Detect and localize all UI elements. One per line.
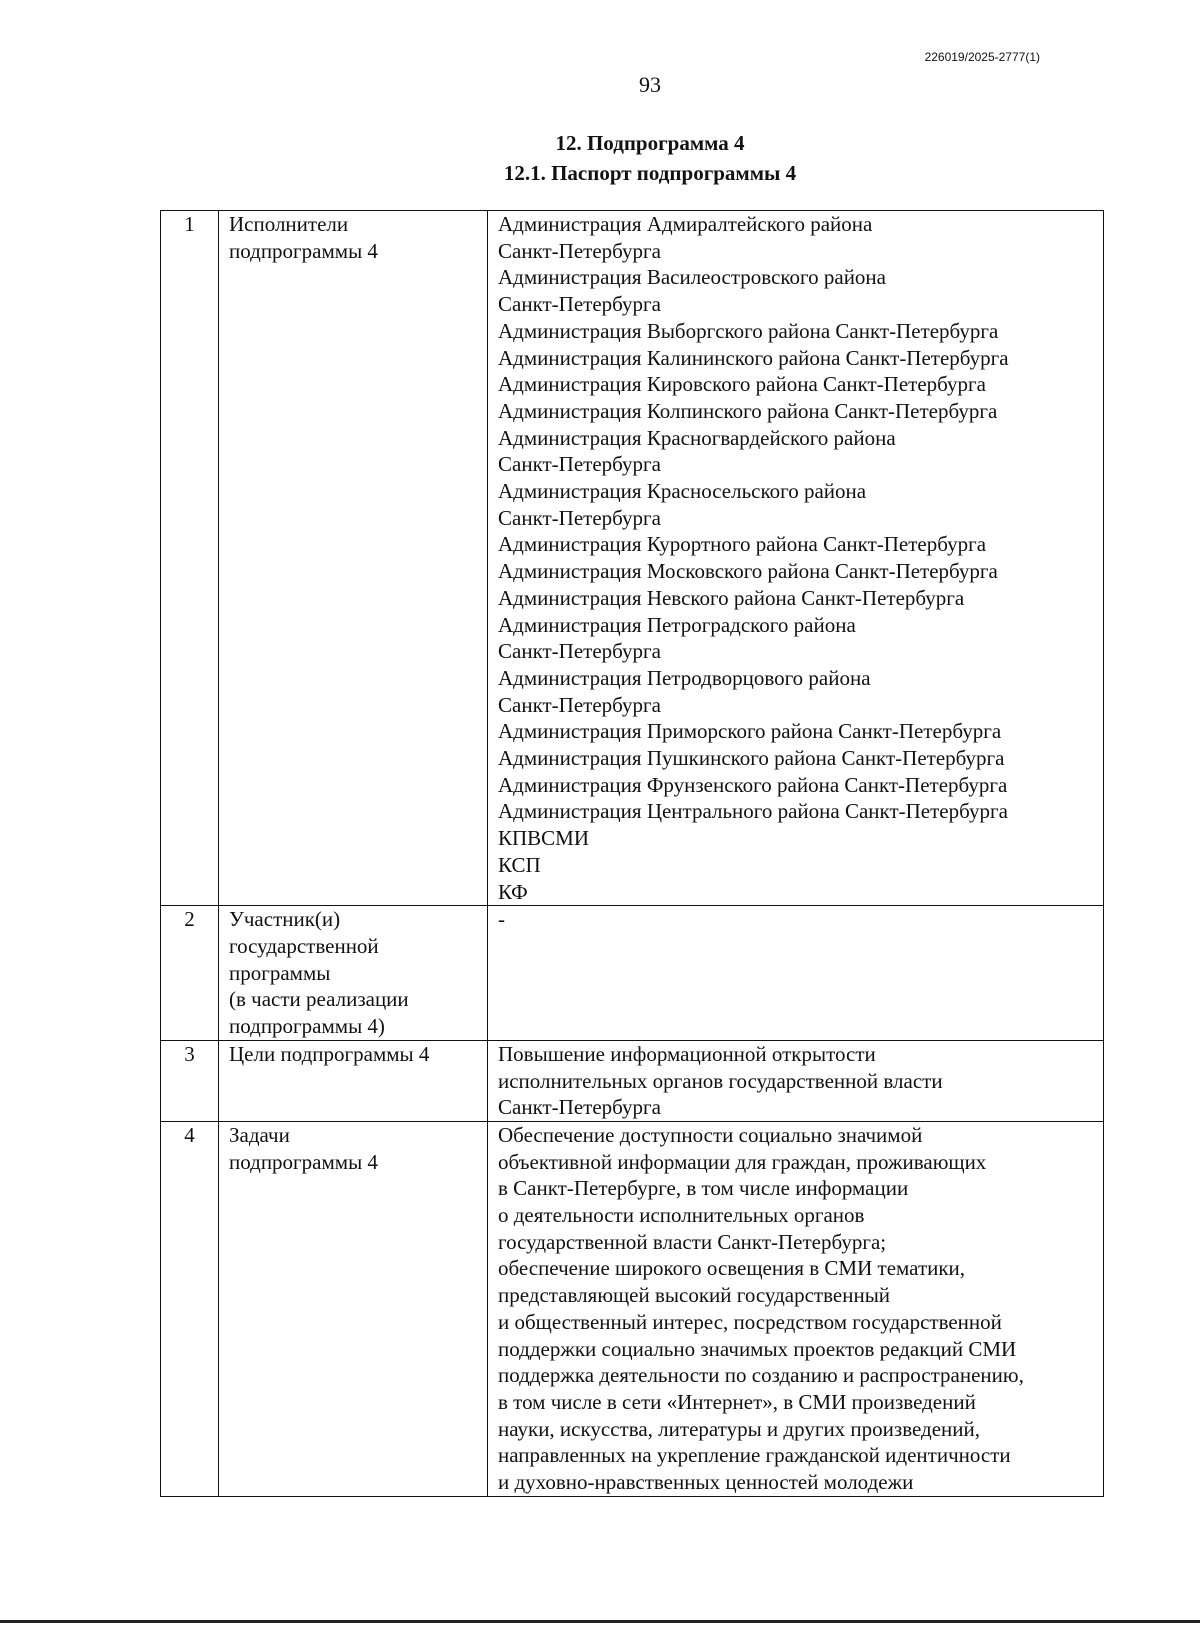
row-value-line: исполнительных органов государственной власти — [498, 1068, 943, 1093]
row-label-line: подпрограммы 4 — [229, 1149, 378, 1174]
row-value-line: Администрация Петродворцового района — [498, 665, 871, 690]
row-label — [219, 1040, 488, 1121]
row-value-line: в Санкт-Петербурге, в том числе информации — [498, 1176, 909, 1201]
table-row — [161, 211, 1104, 906]
passport-table-body — [161, 211, 1104, 1497]
row-value-line: Администрация Курортного района Санкт-Петербурга — [498, 532, 987, 557]
row-label — [219, 906, 488, 1041]
row-value-line: Администрация Петроградского района — [498, 612, 856, 637]
row-value-line: Администрация Красносельского района — [498, 479, 867, 504]
row-value-line: Санкт-Петербурга — [498, 639, 661, 664]
row-label-line: (в части реализации — [229, 987, 409, 1012]
section-title: 12. Подпрограмма 4 — [555, 131, 745, 155]
row-label-line: программы — [229, 960, 331, 985]
row-value-line: объективной информации для граждан, проживающих — [498, 1149, 987, 1174]
row-value — [488, 1121, 1104, 1496]
table-row — [161, 906, 1104, 1041]
row-value-line: - — [498, 907, 505, 932]
row-value-line: Санкт-Петербурга — [498, 452, 661, 477]
row-value-line: Администрация Адмиралтейского района — [498, 212, 873, 236]
row-label-line: Участник(и) — [229, 907, 341, 932]
title-block — [0, 128, 1200, 188]
row-value-line: Администрация Приморского района Санкт-Петербурга — [498, 719, 1002, 744]
row-value-line: Санкт-Петербурга — [498, 505, 661, 530]
row-value-line: Администрация Василеостровского района — [498, 265, 886, 290]
row-value-line: Администрация Калининского района Санкт-Петербурга — [498, 345, 1009, 370]
table-row — [161, 1121, 1104, 1496]
row-label-line: государственной — [229, 933, 379, 958]
row-value-line: обеспечение широкого освещения в СМИ тематики, — [498, 1256, 966, 1281]
row-value-line: Администрация Выборгского района Санкт-Петербурга — [498, 318, 999, 343]
row-value-line: государственной власти Санкт-Петербурга; — [498, 1229, 887, 1254]
passport-table — [160, 210, 1104, 1497]
row-value-line: Санкт-Петербурга — [498, 1095, 661, 1120]
row-label — [219, 1121, 488, 1496]
row-value-line: Администрация Московского района Санкт-Петербурга — [498, 559, 998, 584]
subsection-title: 12.1. Паспорт подпрограммы 4 — [503, 161, 797, 185]
row-value — [488, 906, 1104, 1041]
row-value-line: представляющей высокий государственный — [498, 1283, 891, 1308]
row-value-line: поддержка деятельности по созданию и распространению, — [498, 1363, 1024, 1388]
row-number: 1 — [161, 211, 219, 906]
row-value-line: Санкт-Петербурга — [498, 292, 661, 317]
row-value-line: и общественный интерес, посредством государственной — [498, 1309, 1002, 1334]
row-value-line: направленных на укрепление гражданской идентичности — [498, 1443, 1011, 1468]
table-row — [161, 1040, 1104, 1121]
row-label-line: Цели подпрограммы 4 — [229, 1041, 430, 1066]
row-value-line: науки, искусства, литературы и других произведений, — [498, 1416, 981, 1441]
row-value-line: КФ — [498, 879, 528, 904]
row-value-line: в том числе в сети «Интернет», в СМИ произведений — [498, 1389, 976, 1414]
page-number: 93 — [639, 72, 661, 97]
row-value-line: Администрация Кировского района Санкт-Петербурга — [498, 372, 986, 397]
row-value-line: Повышение информационной открытости — [498, 1041, 876, 1066]
row-number: 4 — [161, 1121, 219, 1496]
row-value-line: Администрация Пушкинского района Санкт-Петербурга — [498, 746, 1005, 771]
row-label-line: Исполнители — [229, 212, 349, 236]
row-number: 3 — [161, 1040, 219, 1121]
row-value-line: о деятельности исполнительных органов — [498, 1203, 865, 1228]
row-value-line: КПВСМИ — [498, 826, 590, 851]
row-label-line: подпрограммы 4 — [229, 238, 378, 263]
row-value-line: и духовно-нравственных ценностей молодежи — [498, 1470, 914, 1495]
row-label — [219, 211, 488, 906]
row-value-line: Санкт-Петербурга — [498, 238, 661, 263]
row-value-line: Обеспечение доступности социально значимой — [498, 1122, 923, 1147]
row-value-line: поддержки социально значимых проектов редакций СМИ — [498, 1336, 1017, 1361]
page-bottom-rule — [0, 1620, 1200, 1623]
row-label-line: подпрограммы 4) — [229, 1014, 385, 1039]
row-value-line: Администрация Центрального района Санкт-Петербурга — [498, 799, 1008, 824]
row-value-line: Администрация Колпинского района Санкт-Петербурга — [498, 398, 998, 423]
row-value-line: КСП — [498, 852, 541, 877]
row-number: 2 — [161, 906, 219, 1041]
row-value-line: Санкт-Петербурга — [498, 692, 661, 717]
row-value-line: Администрация Невского района Санкт-Петербурга — [498, 585, 965, 610]
row-value-line: Администрация Фрунзенского района Санкт-Петербурга — [498, 772, 1008, 797]
document-id: 226019/2025-2777(1) — [924, 50, 1040, 64]
row-value — [488, 211, 1104, 906]
row-value — [488, 1040, 1104, 1121]
row-value-line: Администрация Красногвардейского района — [498, 425, 896, 450]
row-label-line: Задачи — [229, 1122, 290, 1147]
